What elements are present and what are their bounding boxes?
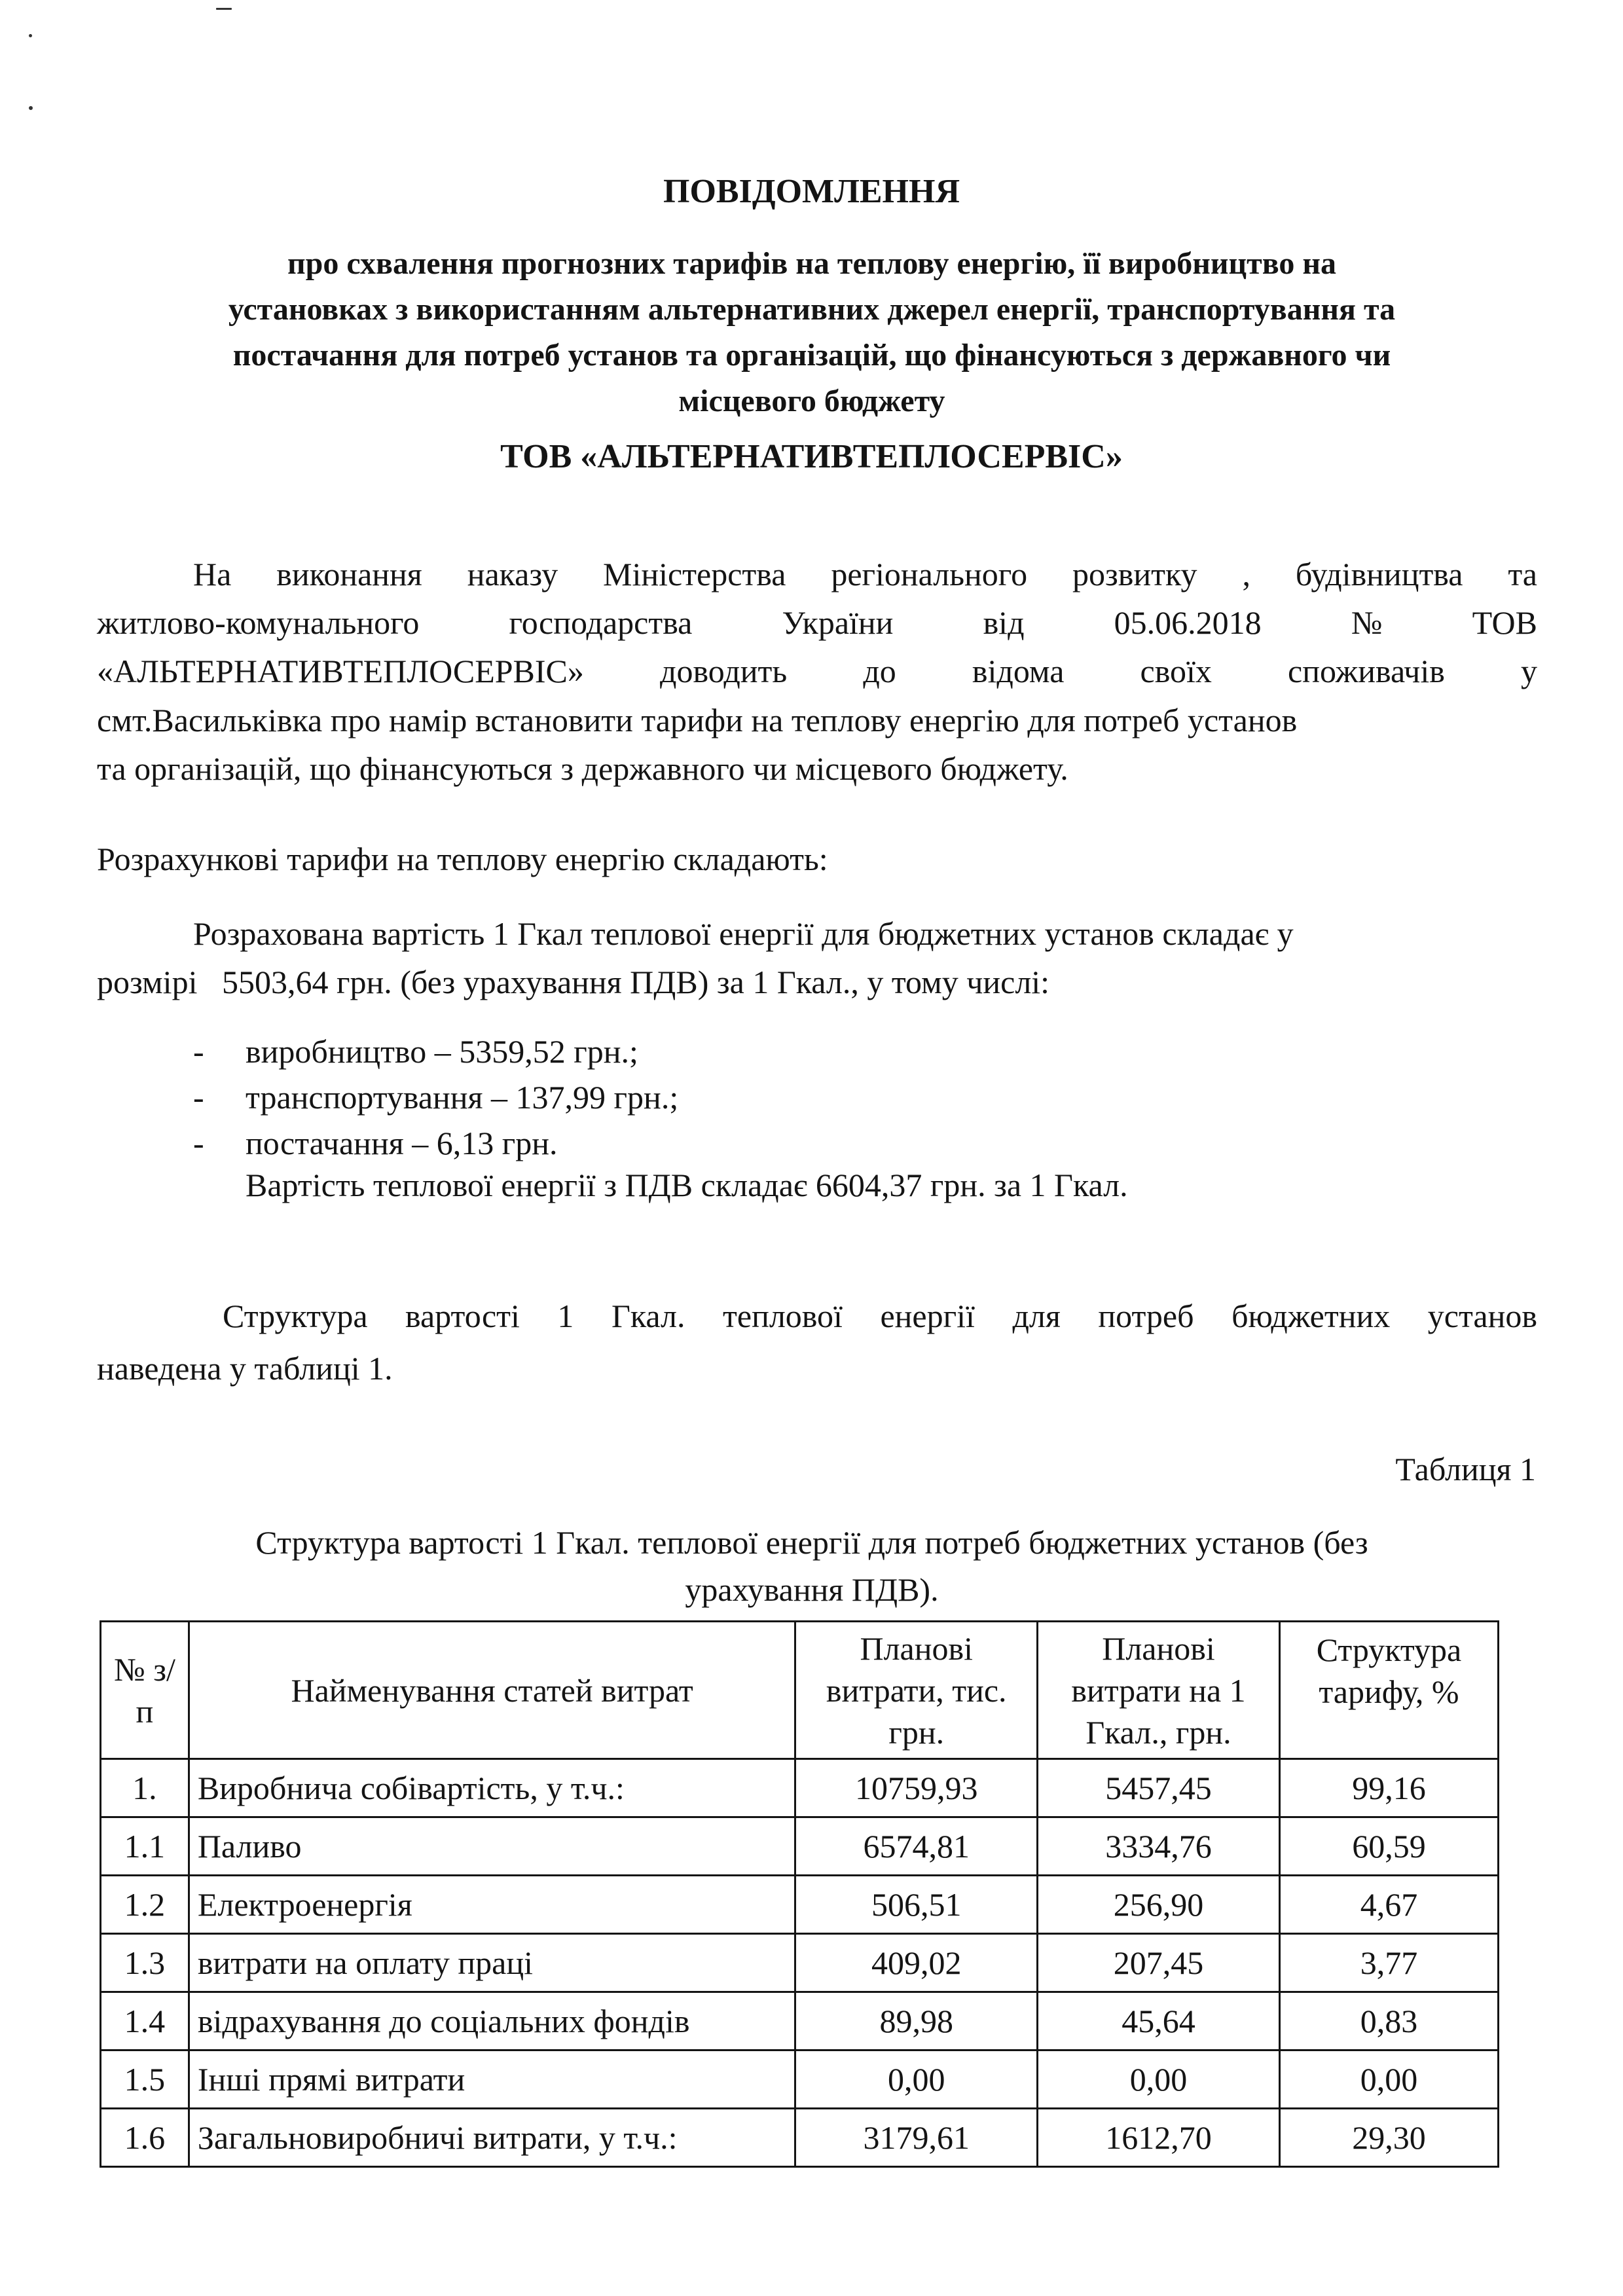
header-planned-total: Планові витрати, тис. грн. xyxy=(795,1622,1038,1759)
intro-word: у xyxy=(1520,653,1537,689)
table-header-row xyxy=(101,1622,1499,1759)
cell-name: витрати на оплату праці xyxy=(189,1934,795,1992)
cell-per-gcal: 1612,70 xyxy=(1038,2109,1280,2167)
cell-no: 1.4 xyxy=(101,1992,189,2050)
header-planned-per-gcal: Планові витрати на 1 Гкал., грн. xyxy=(1038,1622,1280,1759)
intro-word: від xyxy=(983,604,1025,641)
cell-pct: 99,16 xyxy=(1279,1759,1498,1817)
cell-per-gcal: 5457,45 xyxy=(1038,1759,1280,1817)
tariff-item xyxy=(193,1078,678,1117)
subtitle-line: постачання для потреб установ та організацій, що фінансуються з державного чи xyxy=(232,338,1391,373)
intro-word: 05.06.2018 xyxy=(1114,604,1262,641)
intro-word: № xyxy=(1351,604,1383,641)
intro-word: господарства xyxy=(509,604,693,641)
cell-no: 1.3 xyxy=(101,1934,189,1992)
tariff-item xyxy=(193,1032,638,1071)
tariff-item-text: виробництво – 5359,52 грн.; xyxy=(246,1033,638,1070)
bullet-dash: - xyxy=(193,1079,204,1116)
cell-no: 1.5 xyxy=(101,2050,189,2109)
intro-line xyxy=(97,652,1537,690)
cell-pct: 3,77 xyxy=(1279,1934,1498,1992)
cell-name: Інші прямі витрати xyxy=(189,2050,795,2109)
cell-per-gcal: 256,90 xyxy=(1038,1876,1280,1934)
tariff-calc-line: розмірі 5503,64 грн. (без урахування ПДВ) за 1 Гкал., у тому числі: xyxy=(97,964,1050,1000)
vat-line: Вартість теплової енергії з ПДВ складає 6604,37 грн. за 1 Гкал. xyxy=(246,1167,1128,1203)
tariffs-heading: Розрахункові тарифи на теплову енергію складають: xyxy=(97,841,828,877)
cell-name: Паливо xyxy=(189,1817,795,1876)
cell-total: 6574,81 xyxy=(795,1817,1038,1876)
intro-word: ТОВ xyxy=(1472,604,1537,641)
cell-total: 10759,93 xyxy=(795,1759,1038,1817)
cell-name: Виробнича собівартість, у т.ч.: xyxy=(189,1759,795,1817)
cell-pct: 0,00 xyxy=(1279,2050,1498,2109)
cost-structure-table xyxy=(100,1620,1499,2168)
table-caption-line: урахування ПДВ). xyxy=(685,1571,939,1608)
intro-line xyxy=(97,604,1537,642)
company-name: ТОВ «АЛЬТЕРНАТИВТЕПЛОСЕРВІС» xyxy=(500,438,1123,475)
tariff-calc-line: Розрахована вартість 1 Гкал теплової енергії для бюджетних установ складає у xyxy=(193,915,1294,952)
header-no: № з/п xyxy=(101,1622,189,1759)
table-caption-line: Структура вартості 1 Гкал. теплової енергії для потреб бюджетних установ (без xyxy=(255,1524,1368,1561)
structure-line xyxy=(223,1296,1537,1336)
intro-word: до xyxy=(863,653,896,689)
tariff-item xyxy=(193,1123,557,1163)
table-caption xyxy=(105,1519,1519,1613)
cell-per-gcal: 3334,76 xyxy=(1038,1817,1280,1876)
header-structure: Структура тарифу, % xyxy=(1279,1622,1498,1759)
cell-pct: 4,67 xyxy=(1279,1876,1498,1934)
header-name: Найменування статей витрат xyxy=(189,1622,795,1759)
cell-total: 0,00 xyxy=(795,2050,1038,2109)
cell-pct: 0,83 xyxy=(1279,1992,1498,2050)
structure-text: Структура вартості 1 Гкал. теплової енергії для потреб бюджетних установ xyxy=(223,1298,1537,1334)
intro-word: доводить xyxy=(660,653,788,689)
subtitle-line: місцевого бюджету xyxy=(678,384,945,418)
bullet-dash: - xyxy=(193,1125,204,1161)
cell-per-gcal: 0,00 xyxy=(1038,2050,1280,2109)
cell-total: 89,98 xyxy=(795,1992,1038,2050)
cell-no: 1.1 xyxy=(101,1817,189,1876)
cell-name: відрахування до соціальних фондів xyxy=(189,1992,795,2050)
tariff-item-text: транспортування – 137,99 грн.; xyxy=(246,1079,679,1116)
intro-line: смт.Васильківка про намір встановити тарифи на теплову енергію для потреб установ xyxy=(97,702,1298,738)
cell-no: 1.2 xyxy=(101,1876,189,1934)
intro-word: відома xyxy=(972,653,1065,689)
cell-total: 3179,61 xyxy=(795,2109,1038,2167)
cell-total: 506,51 xyxy=(795,1876,1038,1934)
intro-word: «АЛЬТЕРНАТИВТЕПЛОСЕРВІС» xyxy=(97,653,584,689)
document-title: ПОВІДОМЛЕННЯ xyxy=(663,173,960,210)
bullet-dash: - xyxy=(193,1033,204,1070)
cell-total: 409,02 xyxy=(795,1934,1038,1992)
intro-word: житлово-комунального xyxy=(97,604,420,641)
table-row xyxy=(101,1817,1499,1876)
scan-speck xyxy=(216,8,232,10)
table-row xyxy=(101,2050,1499,2109)
table-row xyxy=(101,1759,1499,1817)
structure-line: наведена у таблиці 1. xyxy=(97,1350,393,1387)
cell-no: 1.6 xyxy=(101,2109,189,2167)
table-row xyxy=(101,2109,1499,2167)
scan-speck xyxy=(29,106,33,110)
intro-word: споживачів xyxy=(1288,653,1445,689)
cell-per-gcal: 207,45 xyxy=(1038,1934,1280,1992)
intro-word: України xyxy=(782,604,894,641)
intro-text: На виконання наказу Міністерства регіонального розвитку , будівництва та xyxy=(193,556,1537,592)
subtitle-line: установках з використанням альтернативних джерел енергії, транспортування та xyxy=(228,292,1396,327)
cell-name: Електроенергія xyxy=(189,1876,795,1934)
cell-name: Загальновиробничі витрати, у т.ч.: xyxy=(189,2109,795,2167)
cell-no: 1. xyxy=(101,1759,189,1817)
table-label: Таблиця 1 xyxy=(1395,1451,1536,1487)
intro-line: та організацій, що фінансуються з державного чи місцевого бюджету. xyxy=(97,750,1068,787)
table-row xyxy=(101,1992,1499,2050)
table-row xyxy=(101,1934,1499,1992)
subtitle-line: про схвалення прогнозних тарифів на теплову енергію, її виробництво на xyxy=(287,246,1336,281)
intro-line xyxy=(193,555,1537,593)
cell-pct: 29,30 xyxy=(1279,2109,1498,2167)
document-subtitle xyxy=(85,241,1539,424)
cell-per-gcal: 45,64 xyxy=(1038,1992,1280,2050)
cell-pct: 60,59 xyxy=(1279,1817,1498,1876)
tariff-item-text: постачання – 6,13 грн. xyxy=(246,1125,558,1161)
intro-word: своїх xyxy=(1140,653,1212,689)
table-row xyxy=(101,1876,1499,1934)
scan-speck xyxy=(29,34,32,37)
